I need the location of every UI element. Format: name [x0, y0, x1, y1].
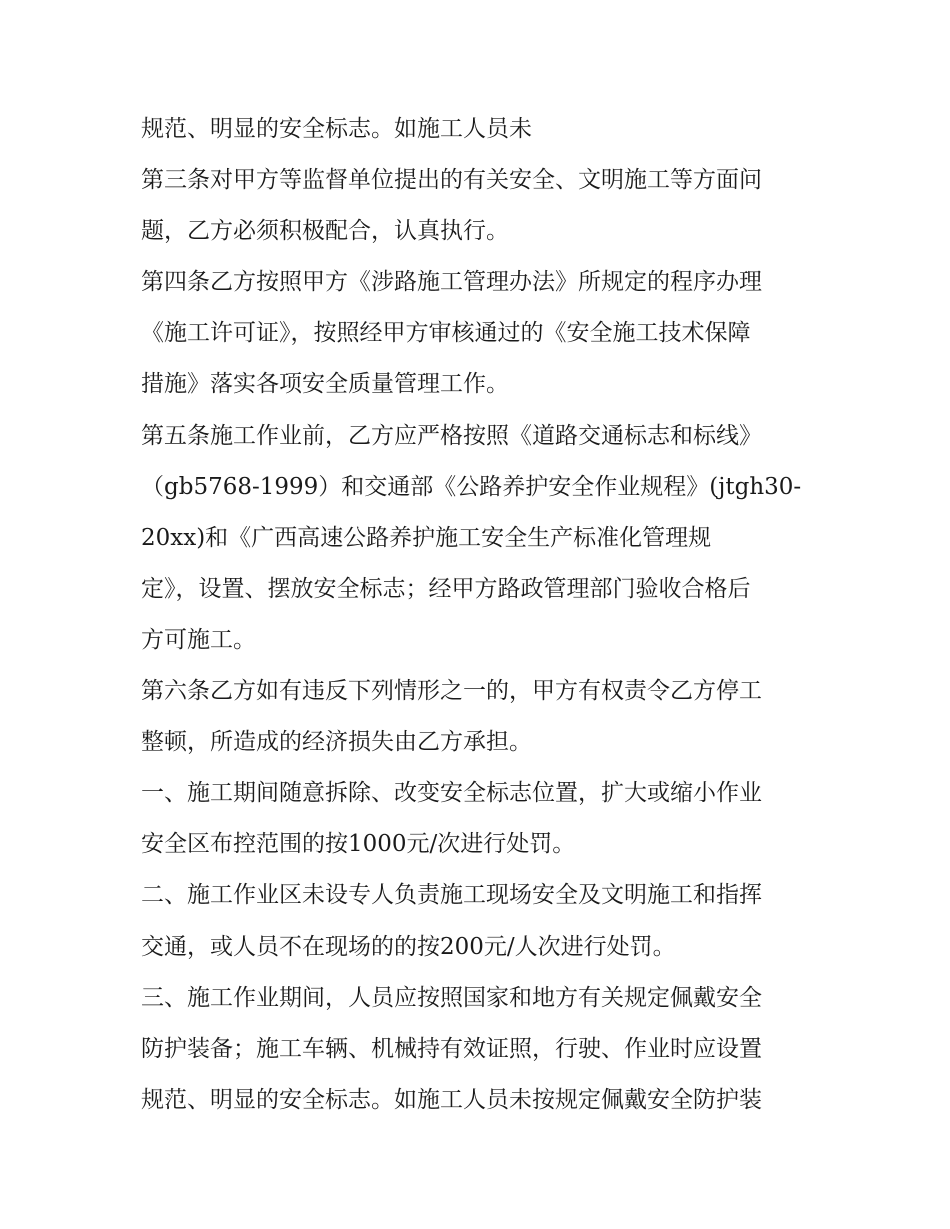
- text-line: （gb5768-1999）和交通部《公路养护安全作业规程》(jtgh30-: [141, 473, 802, 500]
- text-line: 第四条乙方按照甲方《涉路施工管理办法》所规定的程序办理: [141, 269, 762, 296]
- text-line: 第三条对甲方等监督单位提出的有关安全、文明施工等方面问: [141, 167, 762, 194]
- text-line: 方可施工。: [141, 626, 256, 653]
- text-line: 防护装备；施工车辆、机械持有效证照，行驶、作业时应设置: [141, 1035, 762, 1062]
- text-line: 措施》落实各项安全质量管理工作。: [141, 371, 509, 398]
- text-line: 三、施工作业期间，人员应按照国家和地方有关规定佩戴安全: [141, 984, 762, 1011]
- text-line: 整顿，所造成的经济损失由乙方承担。: [141, 729, 532, 756]
- text-line: 第六条乙方如有违反下列情形之一的，甲方有权责令乙方停工: [141, 678, 762, 705]
- text-line: 定》，设置、摆放安全标志；经甲方路政管理部门验收合格后: [141, 575, 751, 602]
- text-line: 安全区布控范围的按1000元/次进行处罚。: [141, 831, 576, 858]
- text-line: 交通，或人员不在现场的的按200元/人次进行处罚。: [141, 933, 676, 960]
- text-line: 规范、明显的安全标志。如施工人员未按规定佩戴安全防护装: [141, 1086, 762, 1113]
- text-line: 第五条施工作业前，乙方应严格按照《道路交通标志和标线》: [141, 422, 762, 449]
- text-line: 规范、明显的安全标志。如施工人员未: [141, 116, 532, 142]
- text-line: 20xx)和《广西高速公路养护施工安全生产标准化管理规: [141, 524, 712, 551]
- text-line: 《施工许可证》，按照经甲方审核通过的《安全施工技术保障: [141, 320, 751, 347]
- text-line: 题，乙方必须积极配合，认真执行。: [141, 218, 509, 245]
- document-body: [141, 104, 821, 1126]
- text-line: 二、施工作业区未设专人负责施工现场安全及文明施工和指挥: [141, 882, 762, 909]
- text-line: 一、施工期间随意拆除、改变安全标志位置，扩大或缩小作业: [141, 780, 762, 807]
